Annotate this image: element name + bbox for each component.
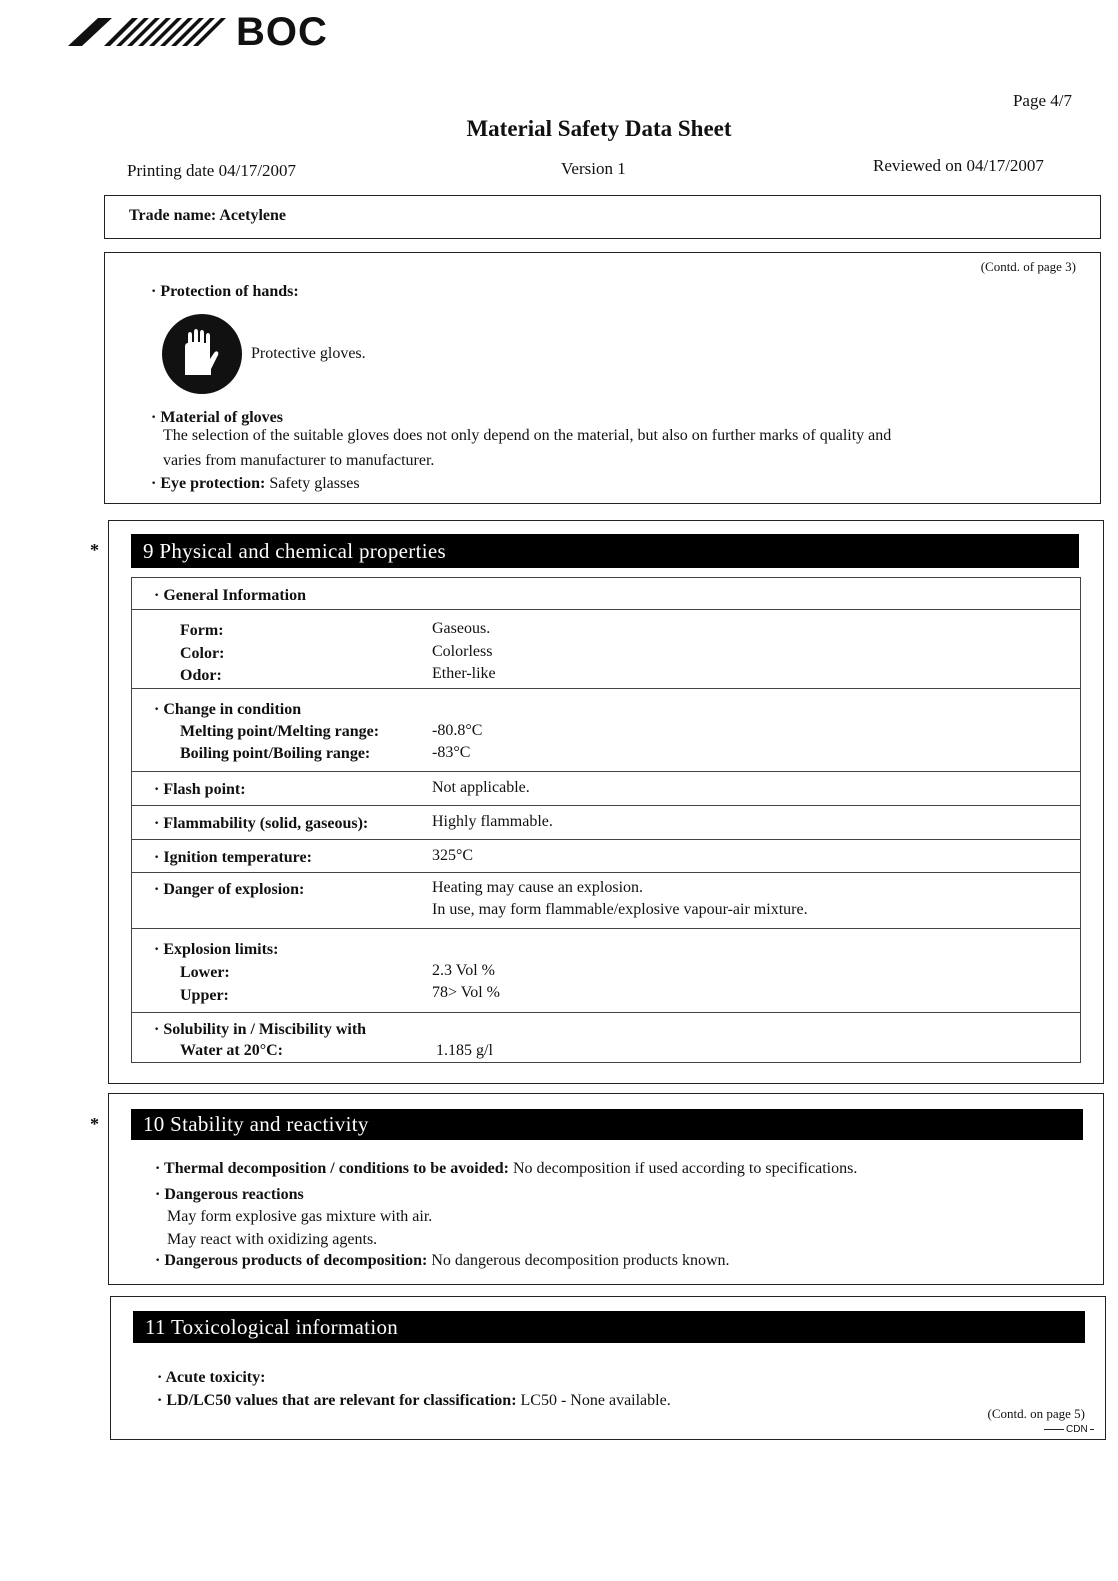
upper-limit-label: Upper: (180, 987, 229, 1004)
water-solubility-value: 1.185 g/l (436, 1042, 493, 1059)
flammability-value: Highly flammable. (432, 813, 553, 830)
odor-value: Ether-like (432, 665, 496, 682)
ld-lc50-label: · LD/LC50 values that are relevant for classification: (157, 1392, 517, 1409)
dangerous-reactions-label: · Dangerous reactions (155, 1186, 304, 1203)
table-row (132, 578, 1080, 610)
footer-code: CDN (1066, 1424, 1088, 1435)
melting-point-value: -80.8°C (432, 722, 483, 739)
table-row (132, 929, 1080, 1013)
material-line-1: The selection of the suitable gloves does not only depend on the material, but also on further marks of quality and (163, 427, 892, 444)
version: Version 1 (561, 159, 626, 178)
flash-point-label: · Flash point: (154, 781, 246, 798)
dangerous-reactions-line-1: May form explosive gas mixture with air. (167, 1208, 433, 1225)
lower-limit-value: 2.3 Vol % (432, 962, 495, 979)
solubility-label: · Solubility in / Miscibility with (154, 1021, 367, 1038)
trade-name: Trade name: Acetylene (129, 207, 286, 224)
danger-of-explosion-label: · Danger of explosion: (154, 881, 305, 898)
table-row (132, 1013, 1080, 1062)
table-row (132, 689, 1080, 772)
dangerous-products-value: No dangerous decomposition products known. (431, 1252, 730, 1269)
reviewed-date: Reviewed on 04/17/2007 (873, 156, 1044, 175)
continued-note: (Contd. on page 5) (987, 1406, 1085, 1421)
dangerous-reactions-line-2: May react with oxidizing agents. (167, 1231, 378, 1248)
section-11-toxicological (110, 1296, 1106, 1440)
table-row (132, 806, 1080, 840)
section-10-title: 10 Stability and reactivity (131, 1109, 1083, 1140)
hands-protection-label: · Protection of hands: (151, 283, 299, 300)
properties-table (131, 577, 1081, 1063)
color-value: Colorless (432, 643, 493, 660)
thermal-decomposition (155, 1160, 857, 1178)
trade-name-box (104, 195, 1101, 239)
water-label: Water at 20°C: (180, 1042, 283, 1059)
boiling-point-value: -83°C (432, 744, 471, 761)
logo-stripes-icon (68, 12, 238, 52)
protective-gloves-text: Protective gloves. (251, 345, 366, 362)
ld-lc50-values (157, 1392, 671, 1410)
ignition-temperature-value: 325°C (432, 847, 474, 864)
printing-date: Printing date 04/17/2007 (127, 161, 297, 180)
section-9-physical-chemical (108, 520, 1104, 1084)
boc-logo (68, 12, 358, 52)
change-in-condition-label: · Change in condition (154, 701, 302, 718)
odor-label: Odor: (180, 667, 222, 684)
table-row (132, 840, 1080, 873)
glove-pictogram-icon (161, 313, 243, 395)
eye-protection (151, 475, 360, 493)
danger-of-explosion-value-2: In use, may form flammable/explosive vapour-air mixture. (432, 901, 808, 918)
eye-protection-value: Safety glasses (269, 475, 360, 492)
table-row (132, 610, 1080, 689)
flash-point-value: Not applicable. (432, 779, 530, 796)
form-value: Gaseous. (432, 620, 491, 637)
material-line-2: varies from manufacturer to manufacturer. (163, 452, 435, 469)
section-11-title: 11 Toxicological information (133, 1311, 1085, 1343)
document-title: Material Safety Data Sheet (466, 116, 732, 141)
material-of-gloves-label: · Material of gloves (151, 409, 283, 426)
table-row (132, 772, 1080, 806)
page-number: Page 4/7 (1012, 91, 1072, 110)
lower-limit-label: Lower: (180, 964, 230, 981)
upper-limit-value: 78> Vol % (432, 984, 500, 1001)
revision-marker: * (90, 540, 99, 560)
table-row (132, 873, 1080, 929)
revision-marker: * (90, 1114, 99, 1134)
continued-note: (Contd. of page 3) (980, 259, 1076, 274)
ld-lc50-value: LC50 - None available. (520, 1392, 671, 1409)
form-label: Form: (180, 622, 224, 639)
ignition-temperature-label: · Ignition temperature: (154, 849, 312, 866)
flammability-label: · Flammability (solid, gaseous): (154, 815, 369, 832)
thermal-decomposition-label: · Thermal decomposition / conditions to be avoided: (155, 1160, 509, 1177)
section-8-protection (104, 252, 1101, 504)
section-9-title: 9 Physical and chemical properties (131, 534, 1079, 568)
melting-point-label: Melting point/Melting range: (180, 723, 380, 740)
danger-of-explosion-value-1: Heating may cause an explosion. (432, 879, 644, 896)
section-10-stability (108, 1093, 1104, 1285)
logo-text: BOC (236, 10, 328, 54)
dangerous-products (155, 1252, 730, 1270)
general-information-label: · General Information (154, 587, 306, 604)
thermal-decomposition-value: No decomposition if used according to specifications. (512, 1160, 858, 1177)
explosion-limits-label: · Explosion limits: (154, 941, 279, 958)
dangerous-products-label: · Dangerous products of decomposition: (155, 1252, 428, 1269)
acute-toxicity-label: · Acute toxicity: (157, 1369, 266, 1386)
color-label: Color: (180, 645, 225, 662)
eye-protection-label: · Eye protection: (151, 475, 266, 492)
boiling-point-label: Boiling point/Boiling range: (180, 745, 371, 762)
